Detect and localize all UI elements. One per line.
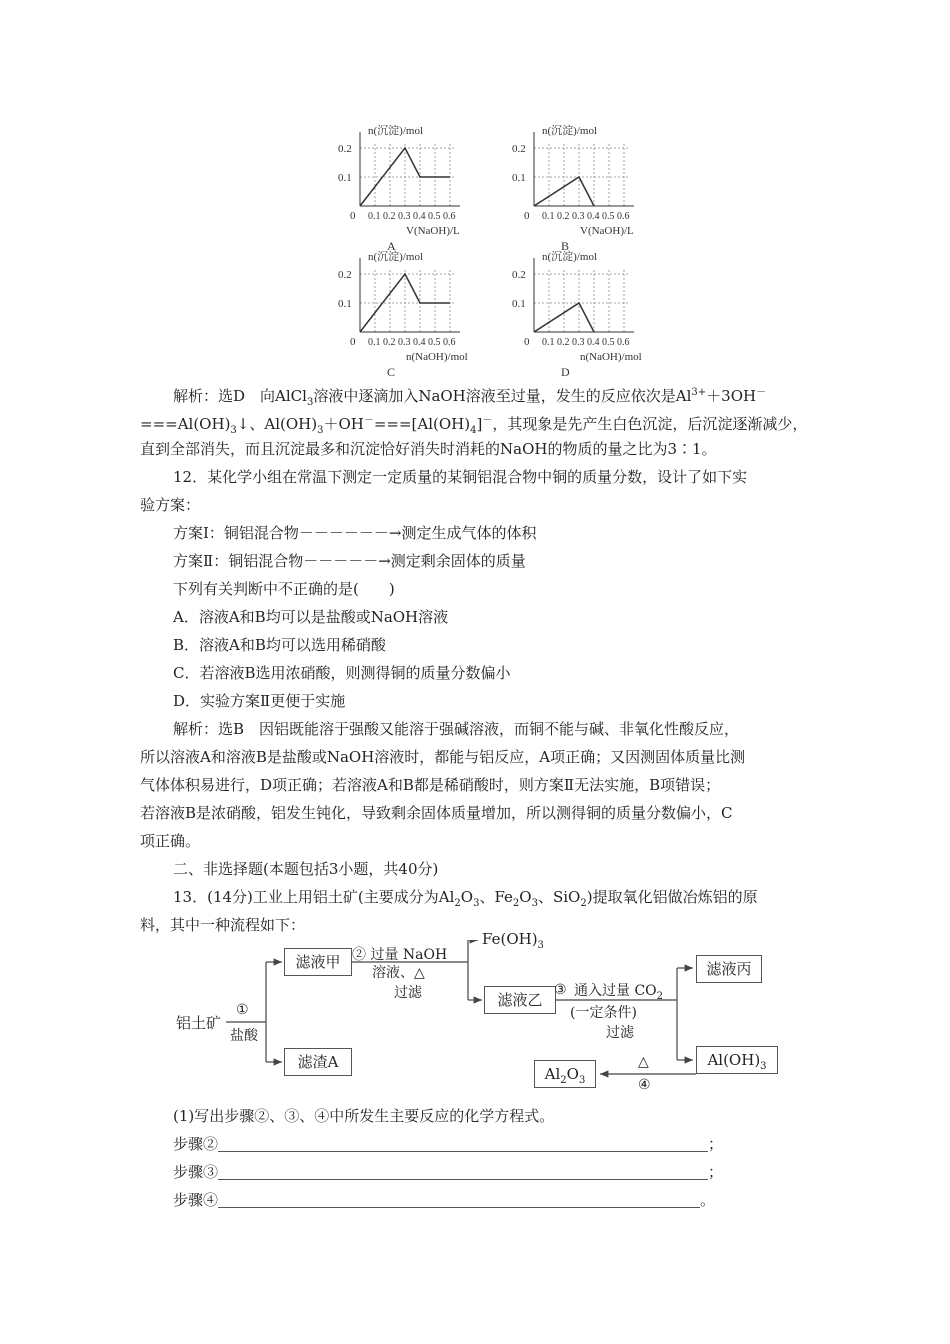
x-tick-label: 0.1 bbox=[368, 337, 381, 348]
chart-C bbox=[360, 258, 460, 332]
q13-step4-answer-line: 步骤④ 。 bbox=[173, 1191, 716, 1209]
x-tick-label: 0.6 bbox=[617, 211, 630, 222]
analysis11-line1: 解析：选D 向AlCl$_3$溶液中逐滴加入NaOH溶液至过量，发生的反应依次是$Al^{3+}+3OH^-$ bbox=[173, 387, 767, 408]
y-axis-label: n(沉淀)/mol bbox=[542, 251, 597, 263]
x-tick-label: 0.3 bbox=[398, 337, 411, 348]
flow-step3-line2: (一定条件) bbox=[570, 1005, 637, 1021]
q12-plan1: 方案Ⅰ：铜铝混合物－－－－－－→测定生成气体的体积 bbox=[173, 524, 537, 542]
q12-analysis-line5: 项正确。 bbox=[140, 832, 201, 850]
chart-letter: B bbox=[561, 239, 570, 253]
x-tick-label: 0.5 bbox=[428, 211, 441, 222]
flow-step3-num: ③ bbox=[554, 982, 567, 998]
q12-ask: 下列有关判断中不正确的是( ) bbox=[173, 580, 395, 598]
q13-part1-prompt: (1)写出步骤②、③、④中所发生主要反应的化学方程式。 bbox=[173, 1107, 555, 1125]
chart-B bbox=[534, 132, 634, 206]
origin-label: 0 bbox=[350, 210, 356, 222]
q12-analysis-line2: 所以溶液A和溶液B是盐酸或NaOH溶液时，都能与铝反应，A项正确；又因测固体质量比测 bbox=[140, 748, 746, 766]
flow-step2-line3: 过滤 bbox=[394, 985, 422, 1001]
origin-label: 0 bbox=[350, 336, 356, 348]
flow-al2o3: $Al_2O_3$ bbox=[534, 1060, 596, 1088]
analysis11-line2: $===Al(OH)_3↓$、$Al(OH)_3+OH^-===[Al(OH)_4]^-$，其现象是先产生白色沉淀，后沉淀逐渐减少， bbox=[140, 415, 808, 436]
y-axis-label: n(沉淀)/mol bbox=[368, 251, 423, 263]
answer-blank-step3[interactable] bbox=[218, 1179, 708, 1180]
q12-analysis-line4: 若溶液B是浓硝酸，铝发生钝化，导致剩余固体质量增加，所以测得铜的质量分数偏小，C bbox=[140, 804, 733, 822]
origin-label: 0 bbox=[524, 336, 530, 348]
x-tick-label: 0.3 bbox=[398, 211, 411, 222]
x-tick-label: 0.1 bbox=[542, 211, 555, 222]
flow-step1-num: ① bbox=[236, 1002, 249, 1018]
flow-filtrate-jia: 滤液甲 bbox=[284, 948, 352, 976]
flow-step3-line1: 通入过量 $CO_2$ bbox=[574, 983, 664, 1002]
q13-step3-answer-line: 步骤③ ； bbox=[173, 1163, 724, 1181]
y-tick-label: 0.2 bbox=[512, 143, 526, 155]
chart-letter: D bbox=[561, 365, 570, 379]
x-tick-label: 0.4 bbox=[587, 337, 600, 348]
y-tick-label: 0.1 bbox=[338, 172, 352, 184]
x-tick-label: 0.4 bbox=[587, 211, 600, 222]
x-tick-label: 0.5 bbox=[602, 211, 615, 222]
x-tick-label: 0.3 bbox=[572, 337, 585, 348]
q13-stem-line1: 13．(14分)工业上用铝土矿(主要成分为$Al_2O_3$、$Fe_2O_3$、SiO$_2$)提取氧化铝做冶炼铝的原 bbox=[173, 888, 758, 909]
flow-residue-a: 滤渣A bbox=[284, 1048, 352, 1076]
answer-blank-step2[interactable] bbox=[218, 1151, 708, 1152]
x-axis-label: V(NaOH)/L bbox=[406, 225, 460, 237]
x-tick-label: 0.1 bbox=[368, 211, 381, 222]
q13-step2-answer-line: 步骤② ； bbox=[173, 1135, 724, 1153]
chart-letter: A bbox=[387, 239, 396, 253]
flow-aloh3: $Al(OH)_3$ bbox=[696, 1046, 778, 1074]
x-tick-label: 0.2 bbox=[383, 211, 396, 222]
answer-blank-step4[interactable] bbox=[218, 1207, 700, 1208]
flow-bauxite: 铝土矿 bbox=[176, 1014, 222, 1032]
x-tick-label: 0.4 bbox=[413, 337, 426, 348]
flow-filtrate-yi: 滤液乙 bbox=[484, 986, 556, 1014]
x-tick-label: 0.2 bbox=[557, 337, 570, 348]
y-tick-label: 0.2 bbox=[338, 269, 352, 281]
flow-step2-line1: ② 过量 NaOH bbox=[352, 947, 448, 963]
x-tick-label: 0.6 bbox=[617, 337, 630, 348]
x-tick-label: 0.1 bbox=[542, 337, 555, 348]
y-tick-label: 0.2 bbox=[512, 269, 526, 281]
y-tick-label: 0.1 bbox=[512, 298, 526, 310]
x-tick-label: 0.5 bbox=[428, 337, 441, 348]
section2-heading: 二、非选择题(本题包括3小题，共40分) bbox=[173, 860, 439, 878]
q12-analysis-line3: 气体体积易进行，D项正确；若溶液A和B都是稀硝酸时，则方案Ⅱ无法实施，B项错误； bbox=[140, 776, 721, 794]
flow-step4-num: ④ bbox=[638, 1077, 651, 1093]
x-tick-label: 0.6 bbox=[443, 211, 456, 222]
q13-stem-line2: 料，其中一种流程如下： bbox=[140, 916, 306, 934]
y-axis-label: n(沉淀)/mol bbox=[368, 125, 423, 137]
y-tick-label: 0.2 bbox=[338, 143, 352, 155]
flow-filtrate-bing: 滤液丙 bbox=[696, 955, 762, 983]
q12-stem-line1: 12．某化学小组在常温下测定一定质量的某铜铝混合物中铜的质量分数，设计了如下实 bbox=[173, 468, 748, 486]
q12-option-a: A．溶液A和B均可以是盐酸或NaOH溶液 bbox=[173, 608, 449, 626]
x-tick-label: 0.5 bbox=[602, 337, 615, 348]
y-axis-label: n(沉淀)/mol bbox=[542, 125, 597, 137]
q12-option-b: B．溶液A和B均可以选用稀硝酸 bbox=[173, 636, 386, 654]
q12-stem-line2: 验方案： bbox=[140, 496, 201, 514]
q12-analysis-line1: 解析：选B 因铝既能溶于强酸又能溶于强碱溶液，而铜不能与碱、非氧化性酸反应， bbox=[173, 720, 740, 738]
chart-letter: C bbox=[387, 365, 396, 379]
q12-option-d: D．实验方案Ⅱ更便于实施 bbox=[173, 692, 346, 710]
x-tick-label: 0.2 bbox=[557, 211, 570, 222]
flow-step1-reagent: 盐酸 bbox=[230, 1028, 258, 1044]
chart-D bbox=[534, 258, 634, 332]
chart-A bbox=[360, 132, 460, 206]
y-tick-label: 0.1 bbox=[338, 298, 352, 310]
y-tick-label: 0.1 bbox=[512, 172, 526, 184]
x-tick-label: 0.4 bbox=[413, 211, 426, 222]
x-axis-label: V(NaOH)/L bbox=[580, 225, 634, 237]
chart-grid bbox=[0, 0, 950, 380]
x-axis-label: n(NaOH)/mol bbox=[406, 351, 468, 363]
x-tick-label: 0.6 bbox=[443, 337, 456, 348]
x-tick-label: 0.2 bbox=[383, 337, 396, 348]
x-tick-label: 0.3 bbox=[572, 211, 585, 222]
flow-step2-line2: 溶液、△ bbox=[372, 965, 425, 981]
origin-label: 0 bbox=[524, 210, 530, 222]
analysis11-line3: 直到全部消失，而且沉淀最多和沉淀恰好消失时消耗的NaOH的物质的量之比为3∶1。 bbox=[140, 440, 717, 458]
flow-feoh3: $Fe(OH)_3$ bbox=[482, 930, 544, 951]
flow-step3-line3: 过滤 bbox=[606, 1025, 634, 1041]
q12-plan2: 方案Ⅱ：铜铝混合物－－－－－→测定剩余固体的质量 bbox=[173, 552, 526, 570]
q12-option-c: C．若溶液B选用浓硝酸，则测得铜的质量分数偏小 bbox=[173, 664, 511, 682]
flow-heat: △ bbox=[638, 1054, 649, 1070]
x-axis-label: n(NaOH)/mol bbox=[580, 351, 642, 363]
